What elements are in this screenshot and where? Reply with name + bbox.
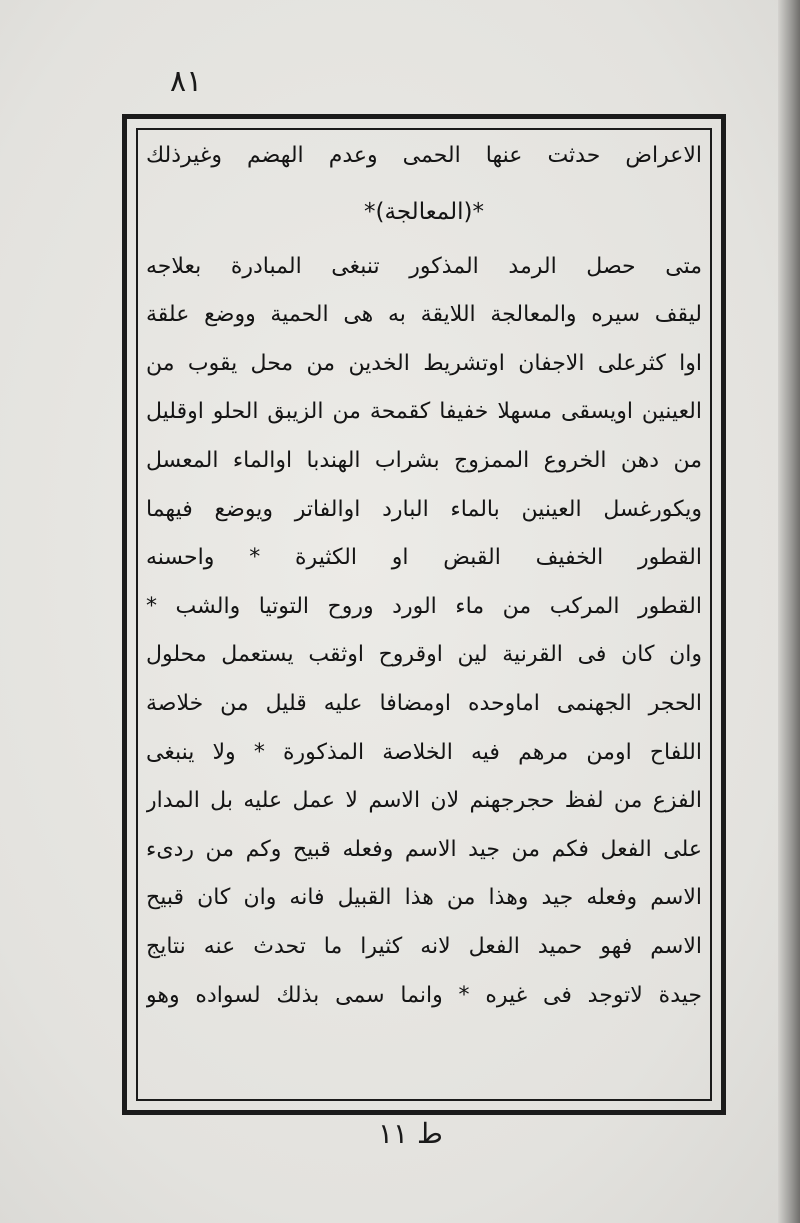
signature-mark: ط ١١ bbox=[378, 1117, 443, 1150]
text-line: على الفعل فكم من جيد الاسم وفعله قبيح وكم من ردىء bbox=[146, 836, 702, 862]
text-line: الاسم وفعله جيد وهذا من هذا القبيل فانه وان كان قبيح bbox=[146, 885, 702, 911]
text-line: متى حصل الرمد المذكور تنبغى المبادرة بعلاجه bbox=[146, 253, 702, 279]
text-line: الاسم فهو حميد الفعل لانه كثيرا ما تحدث عنه نتايج bbox=[146, 933, 702, 959]
text-line: اللفاح اومن مرهم فيه الخلاصة المذكورة * ولا ينبغى bbox=[146, 739, 702, 765]
text-block bbox=[146, 132, 702, 1020]
text-line: ويكورغسل العينين بالماء البارد اوالفاتر ويوضع فيهما bbox=[146, 496, 702, 522]
text-line: جيدة لاتوجد فى غيره * وانما سمى بذلك لسواده وهو bbox=[146, 982, 702, 1008]
text-line: وان كان فى القرنية لين اوقروح اوثقب يستعمل محلول bbox=[146, 642, 702, 668]
text-line: الحجر الجهنمى اماوحده اومضافا عليه قليل من خلاصة bbox=[146, 690, 702, 716]
section-heading: *(المعالجة)* bbox=[364, 198, 484, 225]
book-gutter bbox=[778, 0, 800, 1223]
text-line: القطور المركب من ماء الورد وروح التوتيا والشب * bbox=[146, 593, 702, 619]
text-line: العينين اويسقى مسهلا خفيفا كقمحة من الزيبق الحلو اوقليل bbox=[146, 399, 702, 425]
text-line: ليقف سيره والمعالجة اللايقة به هى الحمية ووضع علقة bbox=[146, 302, 702, 328]
text-line: الفزع من لفظ حجرجهنم لان الاسم لا عمل عليه بل المدار bbox=[146, 788, 702, 814]
text-line: الاعراض حدثت عنها الحمى وعدم الهضم وغيرذلك bbox=[146, 143, 702, 168]
text-line: من دهن الخروع الممزوج بشراب الهندبا اوالماء المعسل bbox=[146, 447, 702, 473]
page-number: ٨١ bbox=[170, 64, 203, 99]
text-line: اوا كثرعلى الاجفان اوتشريط الخدين من محل يقوب من bbox=[146, 350, 702, 376]
text-line: القطور الخفيف القبض او الكثيرة * واحسنه bbox=[146, 545, 702, 571]
